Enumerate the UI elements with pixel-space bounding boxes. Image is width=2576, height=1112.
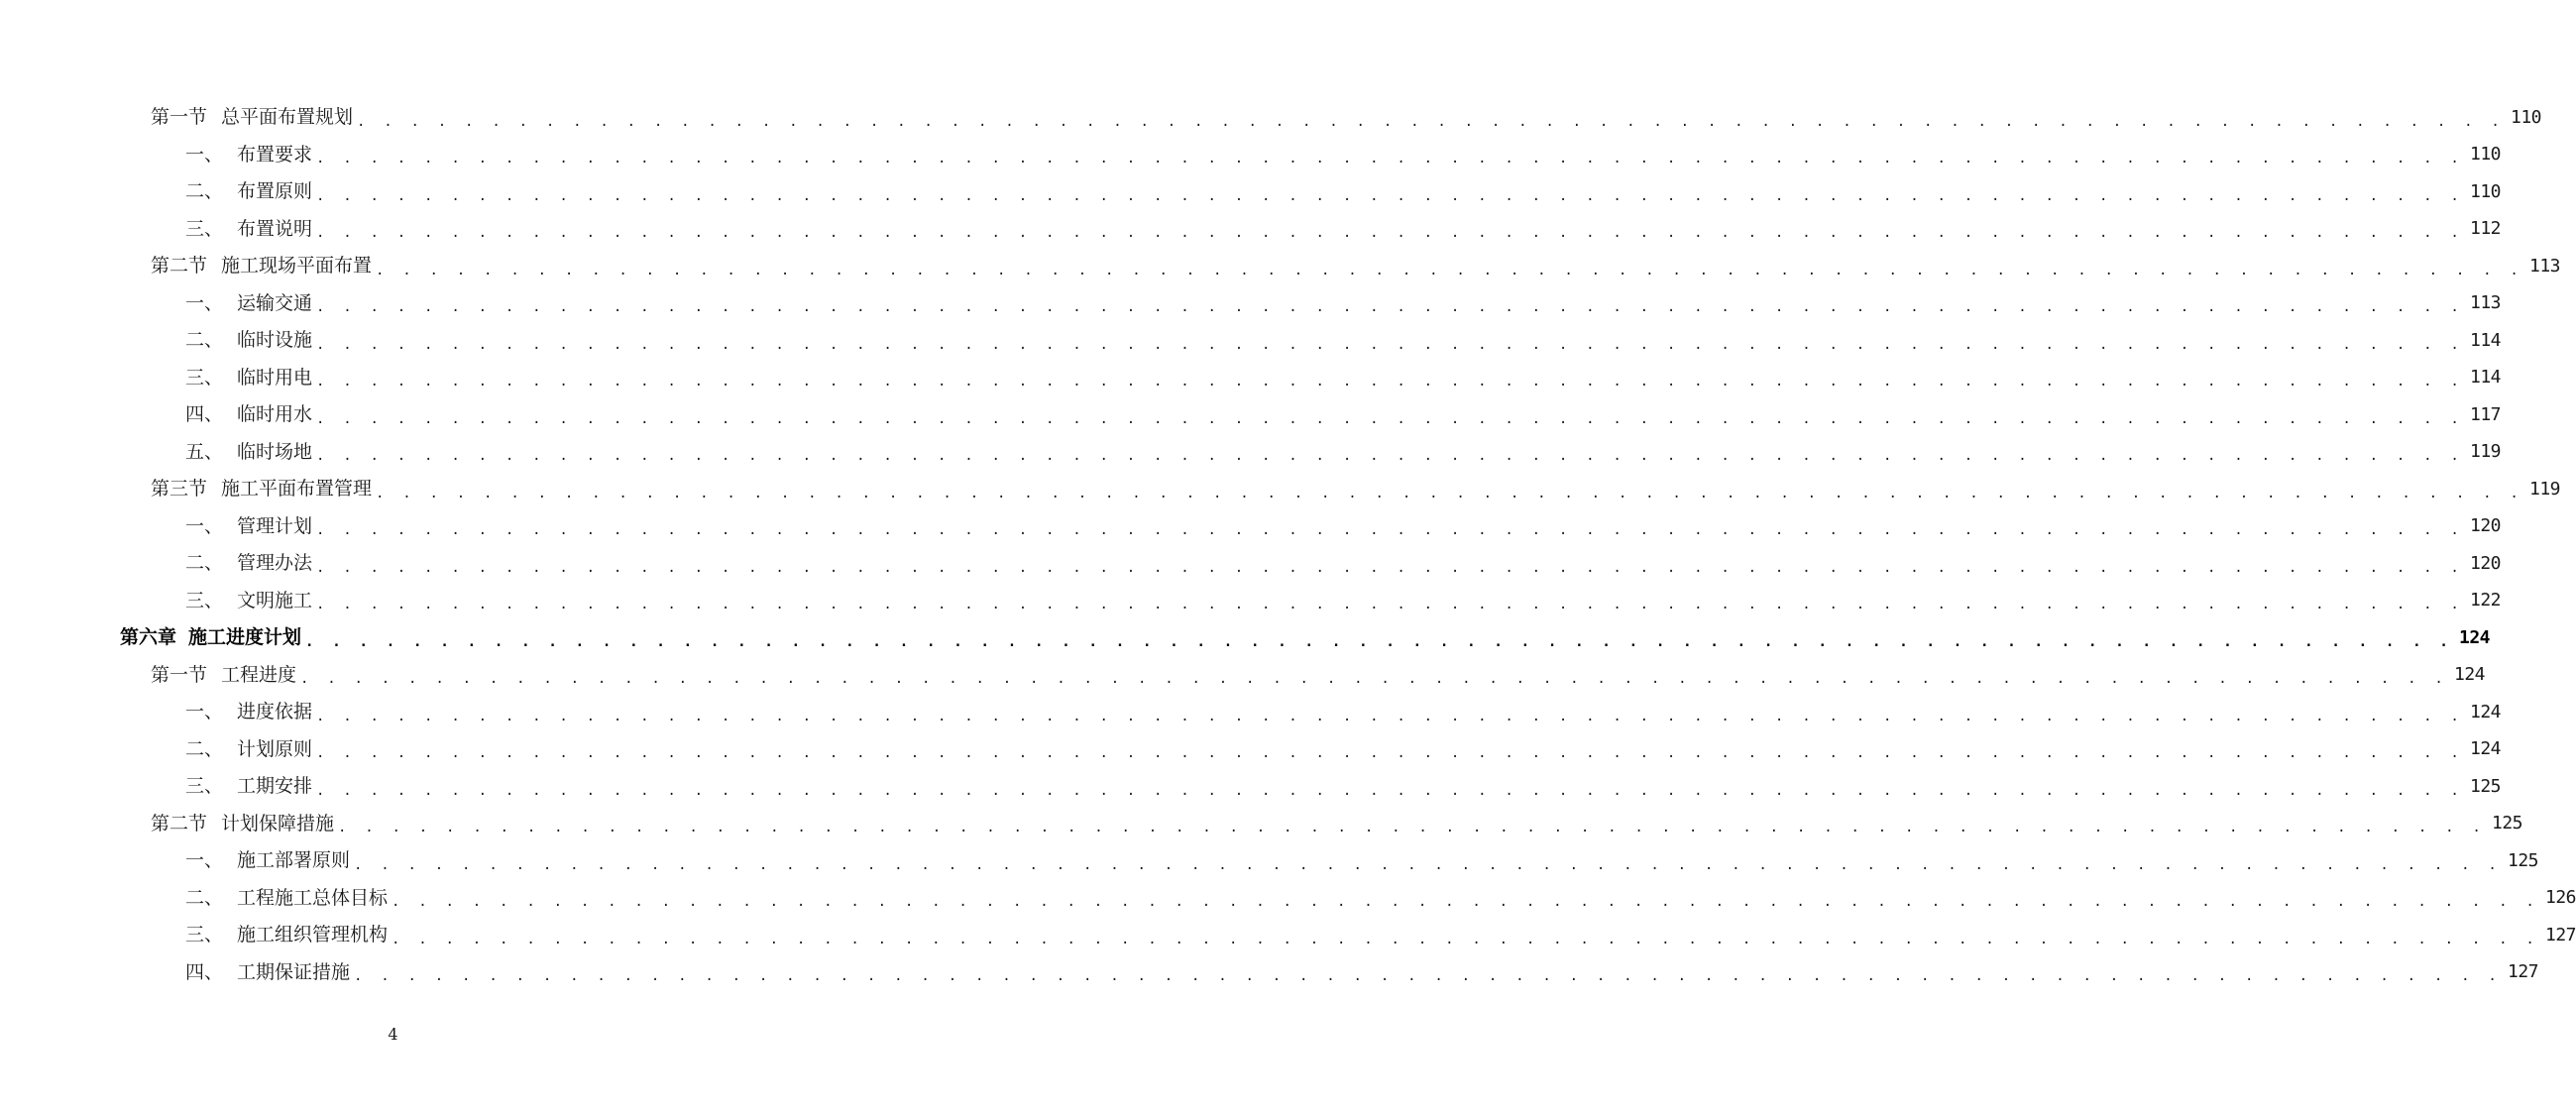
toc-entry-title: 布置要求 (237, 143, 313, 166)
toc-dot-leader: . . . . . . . . . . . . . . . . . . . . . . . . . . . . . . . . . . . . . . . . . . . . . . . . . . . . . . . . . . . . . . . . . . . . . . . . . . . . . . . . (338, 820, 2486, 836)
toc-entry-page-number: 119 (2529, 478, 2561, 500)
toc-dot-leader: . . . . . . . . . . . . . . . . . . . . . . . . . . . . . . . . . . . . . . . . . . . . . . . . . . . . . . . . . . . . . . . . . . . . . . . . . . . . . . . . (316, 410, 2464, 427)
toc-entry-title: 施工组织管理机构 (237, 924, 389, 946)
toc-entry-page-number: 112 (2470, 218, 2502, 240)
toc-dot-leader: . . . . . . . . . . . . . . . . . . . . . . . . . . . . . . . . . . . . . . . . . . . . . . . . . . . . . . . . . . . . . . . . . . . . . . . . . . . . . . . . (316, 187, 2464, 204)
toc-subsection-entry[interactable] (0, 880, 2576, 918)
toc-subsection-entry[interactable] (0, 322, 2502, 360)
toc-entry-page-number: 125 (2470, 775, 2502, 797)
toc-entry-number: 二、 (185, 886, 224, 909)
toc-dot-leader: . . . . . . . . . . . . . . . . . . . . . . . . . . . . . . . . . . . . . . . . . . . . . . . . . . . . . . . . . . . . . . . . . . . . . . . . . . . . . . . . (316, 374, 2464, 390)
toc-entry-page-number: 113 (2529, 255, 2561, 277)
toc-subsection-entry[interactable] (0, 545, 2502, 583)
toc-section-entry[interactable] (0, 99, 2542, 137)
toc-entry-title: 工期安排 (237, 775, 313, 798)
toc-section-entry[interactable] (0, 471, 2561, 508)
toc-entry-title: 文明施工 (237, 589, 313, 612)
toc-entry-number: 一、 (185, 291, 224, 314)
toc-entry-title: 施工现场平面布置 (221, 255, 373, 278)
toc-entry-page-number: 124 (2470, 701, 2502, 723)
toc-entry-title: 工程进度 (221, 663, 297, 686)
toc-entry-title: 工程施工总体目标 (237, 886, 389, 909)
toc-entry-title: 临时用电 (237, 366, 313, 389)
toc-entry-number: 三、 (185, 924, 224, 946)
toc-entry-number: 四、 (185, 960, 224, 983)
toc-subsection-entry[interactable] (0, 917, 2576, 954)
toc-subsection-entry[interactable] (0, 694, 2502, 731)
toc-entry-number: 二、 (185, 329, 224, 352)
toc-entry-page-number: 120 (2470, 515, 2502, 537)
toc-dot-leader: . . . . . . . . . . . . . . . . . . . . . . . . . . . . . . . . . . . . . . . . . . . . . . . . . . . . . . . . . . . . . . . . . . . . . . . . . . . . . . . . (316, 782, 2464, 799)
toc-entry-page-number: 127 (2545, 924, 2576, 945)
toc-entry-page-number: 120 (2470, 552, 2502, 574)
toc-entry-number: 三、 (185, 366, 224, 389)
toc-dot-leader: . . . . . . . . . . . . . . . . . . . . . . . . . . . . . . . . . . . . . . . . . . . . . . . . . . . . . . . . . . . . . . . . . . . . . . . . . . . . . . . . (316, 336, 2464, 353)
toc-entry-title: 总平面布置规划 (221, 106, 354, 129)
toc-entry-title: 布置说明 (237, 217, 313, 240)
toc-subsection-entry[interactable] (0, 508, 2502, 546)
toc-subsection-entry[interactable] (0, 842, 2539, 880)
toc-entry-title: 施工部署原则 (237, 849, 351, 872)
toc-entry-page-number: 110 (2470, 144, 2502, 166)
toc-entry-page-number: 114 (2470, 329, 2502, 351)
toc-entry-number: 三、 (185, 775, 224, 798)
toc-subsection-entry[interactable] (0, 137, 2502, 174)
toc-entry-number: 二、 (185, 552, 224, 575)
toc-entry-title: 管理办法 (237, 552, 313, 575)
toc-entry-title: 管理计划 (237, 514, 313, 537)
toc-entry-number: 第二节 (151, 812, 208, 834)
toc-subsection-entry[interactable] (0, 285, 2502, 323)
toc-dot-leader: . . . . . . . . . . . . . . . . . . . . . . . . . . . . . . . . . . . . . . . . . . . . . . . . . . . . . . . . . . . . . . . . . . . . . . . . . . . . . . . . (316, 522, 2464, 539)
toc-entry-page-number: 125 (2508, 849, 2539, 871)
toc-dot-leader: . . . . . . . . . . . . . . . . . . . . . . . . . . . . . . . . . . . . . . . . . . . . . . . . . . . . . . . . . . . . . . . . . . . . . . . . . . . . . . . . (316, 299, 2464, 316)
toc-subsection-entry[interactable] (0, 731, 2502, 769)
toc-dot-leader: . . . . . . . . . . . . . . . . . . . . . . . . . . . . . . . . . . . . . . . . . . . . . . . . . . . . . . . . . . . . . . . . . . . . . . . . . . . . . . . . (376, 485, 2523, 501)
toc-entry-title: 计划原则 (237, 737, 313, 760)
toc-dot-leader: . . . . . . . . . . . . . . . . . . . . . . . . . . . . . . . . . . . . . . . . . . . . . . . . . . . . . . . . . . . . . . . . . . . . . . . . . . . . . . . . (357, 113, 2505, 130)
toc-entry-page-number: 113 (2470, 292, 2502, 314)
toc-dot-leader: . . . . . . . . . . . . . . . . . . . . . . . . . . . . . . . . . . . . . . . . . . . . . . . . . . . . . . . . . . . . . . . . . . . . . . . . . . . . . . . . (316, 225, 2464, 242)
toc-entry-page-number: 122 (2470, 590, 2502, 612)
toc-entry-title: 工期保证措施 (237, 960, 351, 983)
toc-subsection-entry[interactable] (0, 396, 2502, 434)
toc-dot-leader: . . . . . . . . . . . . . . . . . . . . . . . . . . . . . . . . . . . . . . . . . . . . . . . . . . . . . . . . . . . . . . . . . . . . . . . . . . . . . . . . (316, 151, 2464, 167)
toc-entry-number: 五、 (185, 440, 224, 463)
toc-entry-page-number: 124 (2454, 664, 2486, 686)
toc-entry-number: 三、 (185, 589, 224, 612)
toc-section-entry[interactable] (0, 248, 2561, 285)
toc-entry-number: 四、 (185, 403, 224, 426)
toc-entry-page-number: 126 (2545, 887, 2576, 909)
toc-dot-leader: . . . . . . . . . . . . . . . . . . . . . . . . . . . . . . . . . . . . . . . . . . . . . . . . . . . . . . . . . . . . . . . . . . . . . . . . . . . . . . . . (392, 894, 2539, 911)
toc-section-entry[interactable] (0, 806, 2523, 843)
toc-entry-number: 一、 (185, 514, 224, 537)
toc-dot-leader: . . . . . . . . . . . . . . . . . . . . . . . . . . . . . . . . . . . . . . . . . . . . . . . . . . . . . . . . . . . . . . . . . . . . . . . . . . . . . . . . (300, 671, 2448, 688)
toc-entry-number: 二、 (185, 737, 224, 760)
toc-chapter-entry[interactable] (0, 619, 2491, 657)
toc-dot-leader: . . . . . . . . . . . . . . . . . . . . . . . . . . . . . . . . . . . . . . . . . . . . . . . . . . . . . . . . . . . . . . . . . . . . . . . . . . . . . . . . (316, 745, 2464, 762)
toc-entry-page-number: 110 (2511, 106, 2542, 128)
toc-entry-number: 第二节 (151, 255, 208, 278)
toc-entry-page-number: 114 (2470, 367, 2502, 389)
toc-dot-leader: . . . . . . . . . . . . . . . . . . . . . . . . . . . . . . . . . . . . . . . . . . . . . . . . . . . . . . . . . . . . . . . . . . . . . . . . . . . . . . . . (392, 931, 2539, 947)
toc-subsection-entry[interactable] (0, 434, 2502, 472)
toc-entry-number: 三、 (185, 217, 224, 240)
toc-entry-number: 第三节 (151, 478, 208, 500)
toc-entry-page-number: 124 (2470, 738, 2502, 760)
toc-subsection-entry[interactable] (0, 954, 2539, 992)
toc-entry-number: 第一节 (151, 106, 208, 129)
toc-entry-title: 临时场地 (237, 440, 313, 463)
toc-subsection-entry[interactable] (0, 211, 2502, 249)
toc-entry-page-number: 127 (2508, 961, 2539, 983)
toc-entry-title: 布置原则 (237, 180, 313, 203)
toc-entry-page-number: 110 (2470, 180, 2502, 202)
toc-entry-title: 临时用水 (237, 403, 313, 426)
toc-dot-leader: . . . . . . . . . . . . . . . . . . . . . . . . . . . . . . . . . . . . . . . . . . . . . . . . . . . . . . . . . . . . . . . . . . . . . . . . . . . . . . . . (354, 968, 2502, 985)
toc-entry-number: 一、 (185, 849, 224, 872)
toc-entry-number: 第六章 (120, 626, 177, 649)
toc-entry-title: 进度依据 (237, 701, 313, 723)
toc-dot-leader: . . . . . . . . . . . . . . . . . . . . . . . . . . . . . . . . . . . . . . . . . . . . . . . . . . . . . . . . . . . . . . . . . . . . . . . . . . . . . . . . (316, 448, 2464, 465)
toc-entry-page-number: 124 (2459, 626, 2491, 648)
toc-entry-title: 施工进度计划 (188, 626, 302, 649)
toc-subsection-entry[interactable] (0, 360, 2502, 397)
toc-dot-leader: . . . . . . . . . . . . . . . . . . . . . . . . . . . . . . . . . . . . . . . . . . . . . . . . . . . . . . . . . . . . . . . . . . . . . . . . . . . . . . . . (354, 856, 2502, 873)
toc-entry-number: 二、 (185, 180, 224, 203)
table-of-contents (0, 99, 2576, 991)
toc-entry-title: 临时设施 (237, 329, 313, 352)
toc-dot-leader: . . . . . . . . . . . . . . . . . . . . . . . . . . . . . . . . . . . . . . . . . . . . . . . . . . . . . . . . . . . . . . . . . . . . . . . . . . . . . . . . (316, 708, 2464, 724)
toc-entry-number: 一、 (185, 701, 224, 723)
page-number: 4 (388, 1025, 398, 1044)
toc-entry-page-number: 119 (2470, 441, 2502, 463)
toc-subsection-entry[interactable] (0, 173, 2502, 211)
toc-dot-leader: . . . . . . . . . . . . . . . . . . . . . . . . . . . . . . . . . . . . . . . . . . . . . . . . . . . . . . . . . . . . . . . . . . . . . . . . . . . . . . . . (305, 633, 2453, 650)
toc-section-entry[interactable] (0, 657, 2486, 695)
toc-entry-page-number: 117 (2470, 403, 2502, 425)
toc-entry-title: 施工平面布置管理 (221, 478, 373, 500)
toc-dot-leader: . . . . . . . . . . . . . . . . . . . . . . . . . . . . . . . . . . . . . . . . . . . . . . . . . . . . . . . . . . . . . . . . . . . . . . . . . . . . . . . . (376, 262, 2523, 278)
toc-entry-title: 运输交通 (237, 291, 313, 314)
toc-subsection-entry[interactable] (0, 583, 2502, 620)
toc-dot-leader: . . . . . . . . . . . . . . . . . . . . . . . . . . . . . . . . . . . . . . . . . . . . . . . . . . . . . . . . . . . . . . . . . . . . . . . . . . . . . . . . (316, 559, 2464, 576)
toc-entry-title: 计划保障措施 (221, 812, 335, 834)
toc-entry-number: 第一节 (151, 663, 208, 686)
toc-subsection-entry[interactable] (0, 768, 2502, 806)
toc-entry-number: 一、 (185, 143, 224, 166)
toc-entry-page-number: 125 (2492, 813, 2523, 834)
toc-dot-leader: . . . . . . . . . . . . . . . . . . . . . . . . . . . . . . . . . . . . . . . . . . . . . . . . . . . . . . . . . . . . . . . . . . . . . . . . . . . . . . . . (316, 597, 2464, 613)
